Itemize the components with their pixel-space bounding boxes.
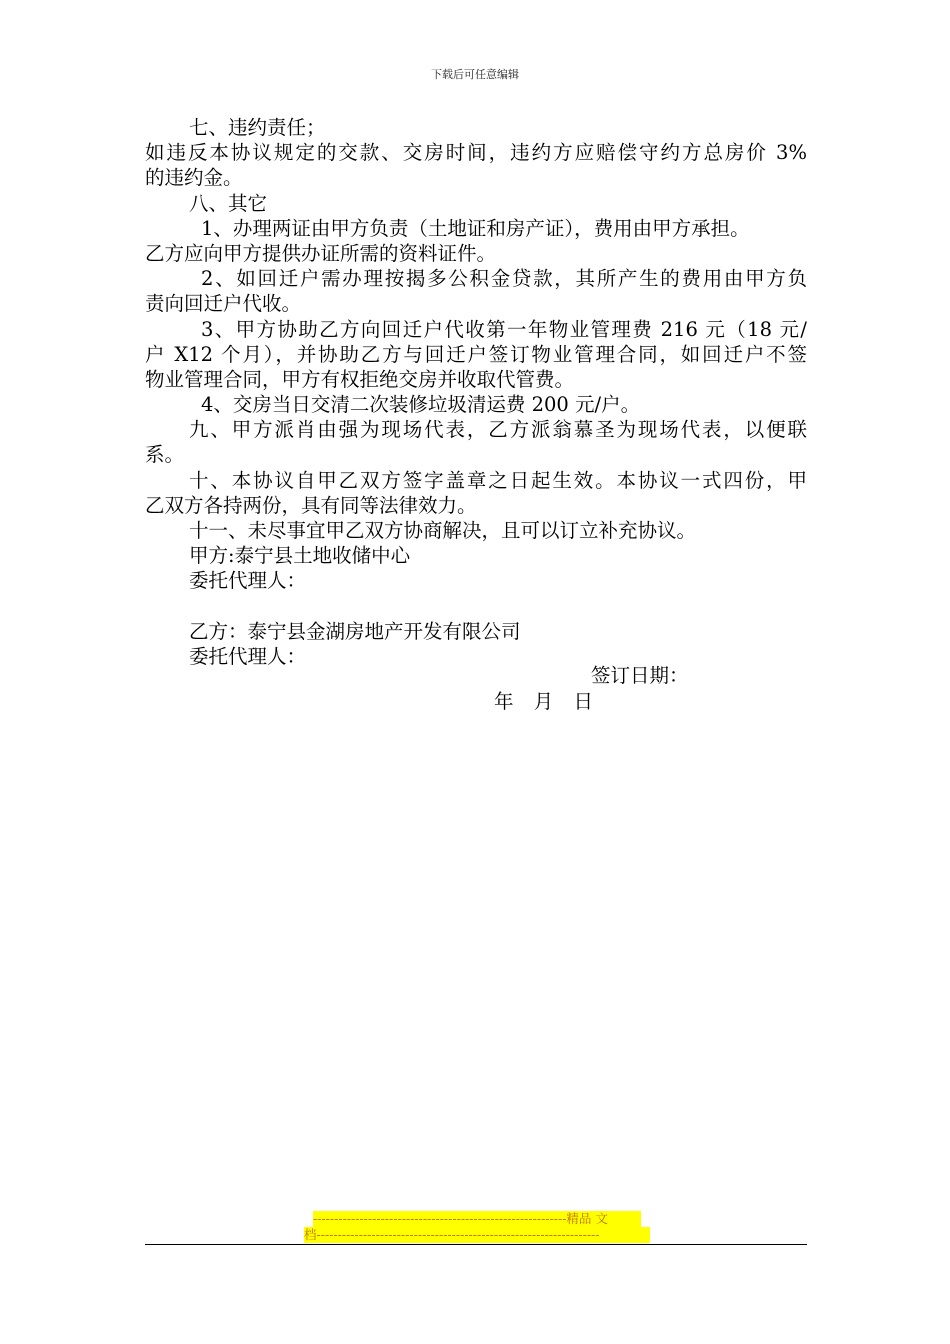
month-label: 月: [533, 690, 554, 713]
section-heading-breach: 七、违约责任；: [189, 116, 326, 139]
footer-divider: [145, 1244, 807, 1245]
paragraph-line: 系。: [145, 443, 185, 467]
signing-date-fields: [494, 689, 607, 714]
paragraph-line: 十、本协议自甲乙双方签字盖章之日起生效。本协议一式四份，甲: [189, 468, 807, 492]
page-header-note: 下载后可任意编辑: [431, 68, 519, 81]
party-b-agent: 委托代理人：: [189, 644, 307, 668]
party-a-name: 甲方:泰宁县土地收储中心: [189, 544, 411, 568]
paragraph-line: 1、办理两证由甲方负责（土地证和房产证），费用由甲方承担。: [201, 216, 750, 240]
footer-banner-line: 档-------------------------------------------------------------------: [304, 1227, 650, 1243]
paragraph-line: 十一、未尽事宜甲乙双方协商解决，且可以订立补充协议。: [189, 519, 697, 542]
agreement-body: [145, 115, 807, 669]
footer-banner: [304, 1211, 650, 1243]
blank-line: [145, 594, 807, 619]
paragraph-line: 如违反本协议规定的交款、交房时间，违约方应赔偿守约方总房价 3%: [145, 141, 807, 165]
paragraph-line: 乙双方各持两份，具有同等法律效力。: [145, 493, 477, 517]
footer-banner-line: ------------------------------------------------------------精品 文: [313, 1211, 641, 1227]
paragraph-line: 3、甲方协助乙方向回迁户代收第一年物业管理费 216 元（18 元/: [201, 317, 807, 341]
day-label: 日: [573, 690, 593, 713]
paragraph-line: 2、如回迁户需办理按揭多公积金贷款，其所产生的费用由甲方负: [201, 267, 807, 291]
paragraph-line: 九、甲方派肖由强为现场代表，乙方派翁慕圣为现场代表，以便联: [189, 418, 807, 442]
signing-date-label: 签订日期：: [591, 664, 689, 687]
paragraph-line: 的违约金。: [145, 166, 243, 190]
year-label: 年: [494, 690, 514, 713]
section-heading-other: 八、其它: [189, 191, 268, 215]
paragraph-line: 户 X12 个月），并协助乙方与回迁户签订物业管理合同，如回迁户不签: [145, 342, 807, 366]
paragraph-line: 责向回迁户代收。: [145, 292, 302, 316]
party-b-name: 乙方：泰宁县金湖房地产开发有限公司: [189, 619, 521, 643]
paragraph-line: 4、交房当日交清二次装修垃圾清运费 200 元/户。: [201, 393, 641, 417]
paragraph-line: 物业管理合同，甲方有权拒绝交房并收取代管费。: [145, 367, 575, 391]
paragraph-line: 乙方应向甲方提供办证所需的资料证件。: [145, 241, 497, 265]
party-a-agent: 委托代理人：: [189, 569, 307, 593]
